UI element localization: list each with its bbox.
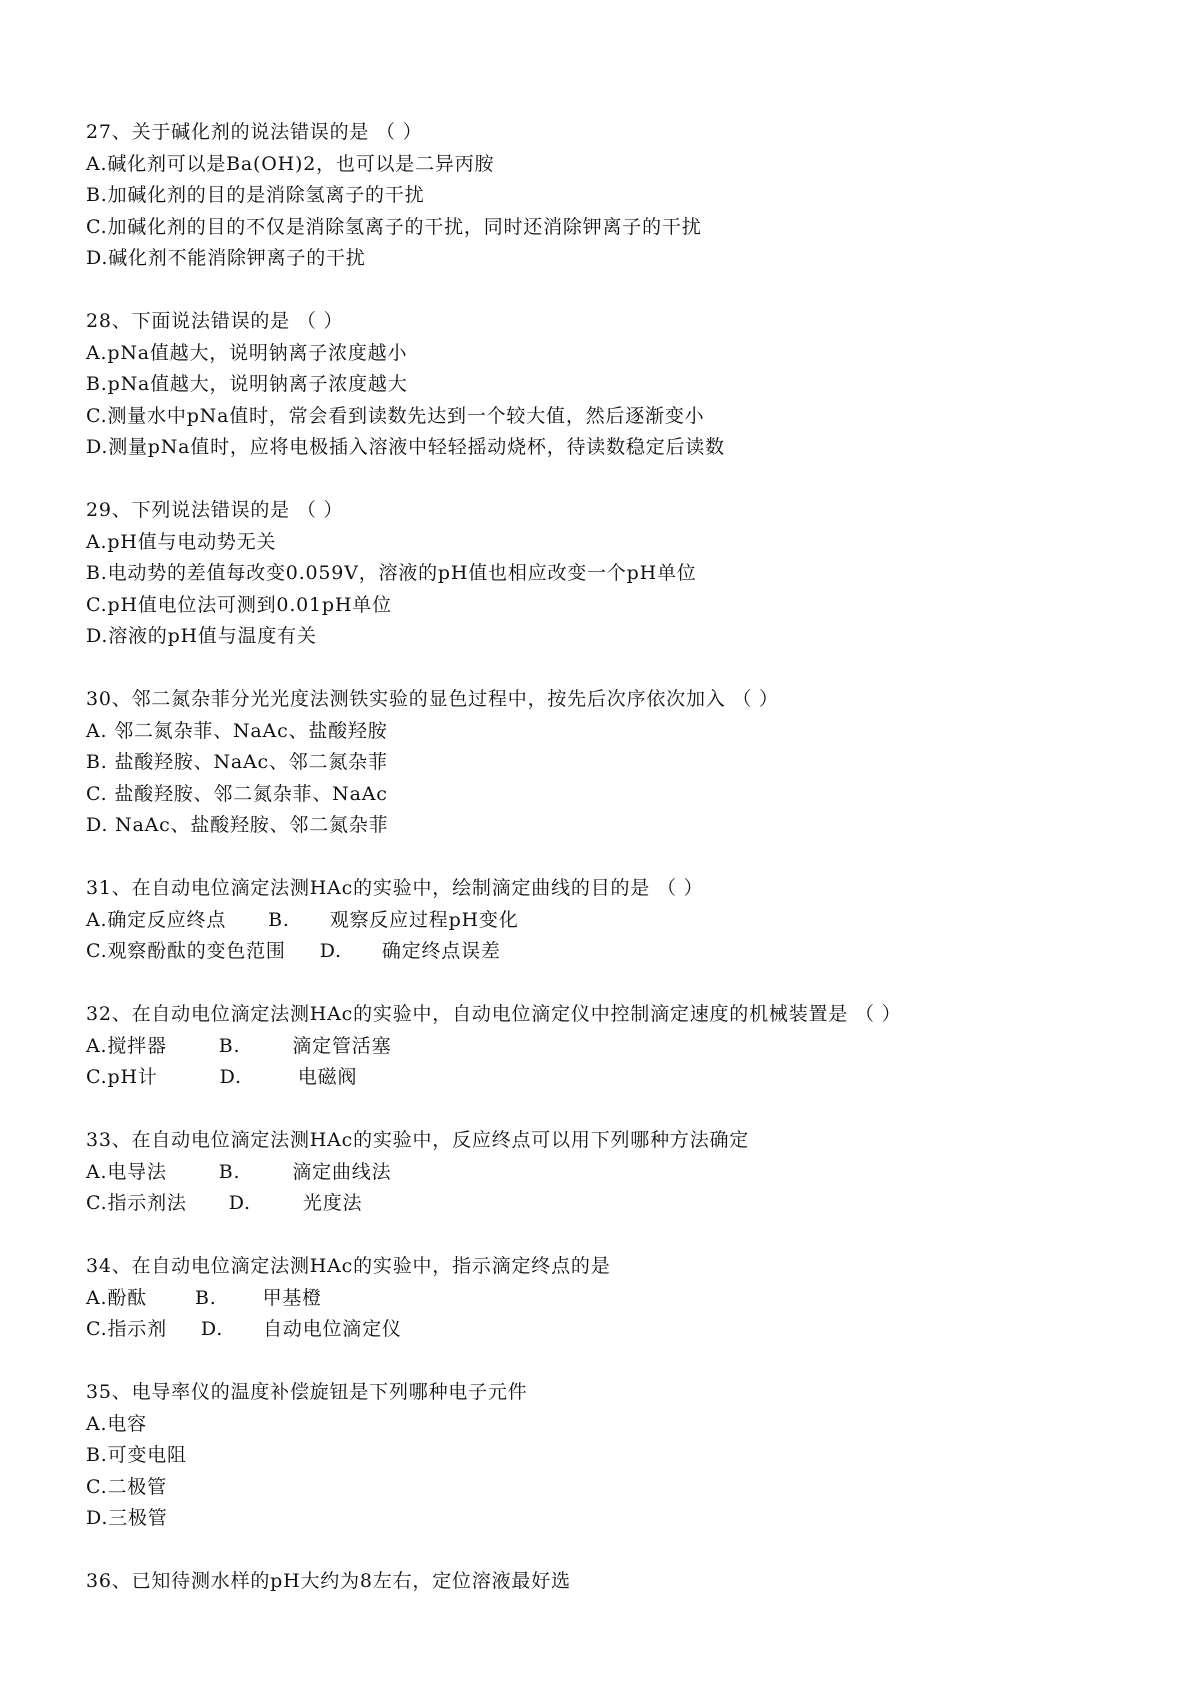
option-b: B. 盐酸羟胺、NaAc、邻二氮杂菲 <box>86 751 388 773</box>
option-d-letter: D. <box>219 1066 242 1088</box>
question-33 <box>86 1125 1126 1220</box>
spacer <box>86 464 1126 496</box>
option-a: A.pH值与电动势无关 <box>86 530 277 553</box>
option-b: 观察反应过程pH变化 <box>329 908 519 931</box>
question-27 <box>86 117 1126 275</box>
question-stem: 30、邻二氮杂菲分光光度法测铁实验的显色过程中，按先后次序依次加入 （ ） <box>86 688 779 710</box>
option-c: C.pH计 <box>86 1066 158 1088</box>
option-d: D.溶液的pH值与温度有关 <box>86 625 317 647</box>
question-35 <box>86 1377 1126 1535</box>
question-stem: 34、在自动电位滴定法测HAc的实验中，指示滴定终点的是 <box>86 1255 611 1277</box>
option-b: 甲基橙 <box>262 1286 322 1309</box>
question-28 <box>86 306 1126 464</box>
option-c: C.观察酚酞的变色范围 <box>86 940 286 962</box>
option-row-cd <box>86 1188 1126 1220</box>
option-a: A.电导法 <box>86 1160 167 1183</box>
option-d-letter: D. <box>228 1192 251 1214</box>
option-c: C.测量水中pNa值时，常会看到读数先达到一个较大值，然后逐渐变小 <box>86 404 705 427</box>
option-d: D.测量pNa值时，应将电极插入溶液中轻轻摇动烧杯，待读数稳定后读数 <box>86 436 725 458</box>
option-a: A.碱化剂可以是Ba(OH)2，也可以是二异丙胺 <box>86 152 495 175</box>
option-b: 滴定管活塞 <box>292 1034 392 1057</box>
question-stem: 31、在自动电位滴定法测HAc的实验中，绘制滴定曲线的目的是 （ ） <box>86 877 704 899</box>
option-c: C.pH值电位法可测到0.01pH单位 <box>86 593 392 616</box>
question-stem: 29、下列说法错误的是 （ ） <box>86 499 344 521</box>
question-stem: 32、在自动电位滴定法测HAc的实验中，自动电位滴定仪中控制滴定速度的机械装置是 （ ） <box>86 1003 902 1025</box>
document-page <box>86 117 1126 1598</box>
question-stem: 33、在自动电位滴定法测HAc的实验中，反应终点可以用下列哪种方法确定 <box>86 1129 750 1151</box>
option-b: B.可变电阻 <box>86 1444 187 1466</box>
spacer <box>86 968 1126 1000</box>
option-row-cd <box>86 1062 1126 1094</box>
option-a: A.pNa值越大，说明钠离子浓度越小 <box>86 341 408 364</box>
option-a: A. 邻二氮杂菲、NaAc、盐酸羟胺 <box>86 719 388 742</box>
spacer <box>86 1220 1126 1252</box>
question-29 <box>86 495 1126 653</box>
option-b: B.加碱化剂的目的是消除氢离子的干扰 <box>86 184 425 206</box>
option-b-letter: B. <box>194 1286 217 1309</box>
option-b-letter: B. <box>268 908 290 931</box>
option-a: A.搅拌器 <box>86 1034 167 1057</box>
spacer <box>86 653 1126 685</box>
question-30 <box>86 684 1126 842</box>
question-stem: 28、下面说法错误的是 （ ） <box>86 310 344 332</box>
option-d-letter: D. <box>200 1318 224 1340</box>
question-31 <box>86 873 1126 968</box>
question-32 <box>86 999 1126 1094</box>
spacer <box>86 275 1126 307</box>
option-b: B.pNa值越大，说明钠离子浓度越大 <box>86 373 408 395</box>
option-a: A.确定反应终点 <box>86 908 227 931</box>
option-row-ab <box>86 905 1126 937</box>
question-36 <box>86 1566 1126 1598</box>
option-d: D. NaAc、盐酸羟胺、邻二氮杂菲 <box>86 814 389 836</box>
option-c: C.指示剂 <box>86 1318 167 1340</box>
spacer <box>86 1346 1126 1378</box>
option-b: 滴定曲线法 <box>292 1160 392 1183</box>
option-d: D.碱化剂不能消除钾离子的干扰 <box>86 247 366 269</box>
option-a: A.电容 <box>86 1412 147 1435</box>
option-d: 自动电位滴定仪 <box>263 1318 402 1340</box>
option-row-cd <box>86 1314 1126 1346</box>
option-row-ab <box>86 1283 1126 1315</box>
option-d: 光度法 <box>302 1192 363 1214</box>
option-a: A.酚酞 <box>86 1286 147 1309</box>
option-c: C.指示剂法 <box>86 1192 187 1214</box>
option-d: D.三极管 <box>86 1507 168 1529</box>
option-d-letter: D. <box>319 940 342 962</box>
spacer <box>86 842 1126 874</box>
option-c: C.加碱化剂的目的不仅是消除氢离子的干扰，同时还消除钾离子的干扰 <box>86 215 702 238</box>
option-b-letter: B. <box>218 1034 241 1057</box>
option-b-letter: B. <box>218 1160 241 1183</box>
question-stem: 27、关于碱化剂的说法错误的是 （ ） <box>86 121 423 143</box>
spacer <box>86 1535 1126 1567</box>
option-row-ab <box>86 1157 1126 1189</box>
option-c: C. 盐酸羟胺、邻二氮杂菲、NaAc <box>86 782 388 805</box>
option-row-cd <box>86 936 1126 968</box>
option-c: C.二极管 <box>86 1475 167 1498</box>
question-34 <box>86 1251 1126 1346</box>
spacer <box>86 1094 1126 1126</box>
question-stem: 35、电导率仪的温度补偿旋钮是下列哪种电子元件 <box>86 1381 528 1403</box>
option-b: B.电动势的差值每改变0.059V，溶液的pH值也相应改变一个pH单位 <box>86 562 697 584</box>
option-d: 电磁阀 <box>297 1066 358 1088</box>
option-row-ab <box>86 1031 1126 1063</box>
option-d: 确定终点误差 <box>381 940 501 962</box>
question-stem: 36、已知待测水样的pH大约为8左右，定位溶液最好选 <box>86 1570 571 1592</box>
